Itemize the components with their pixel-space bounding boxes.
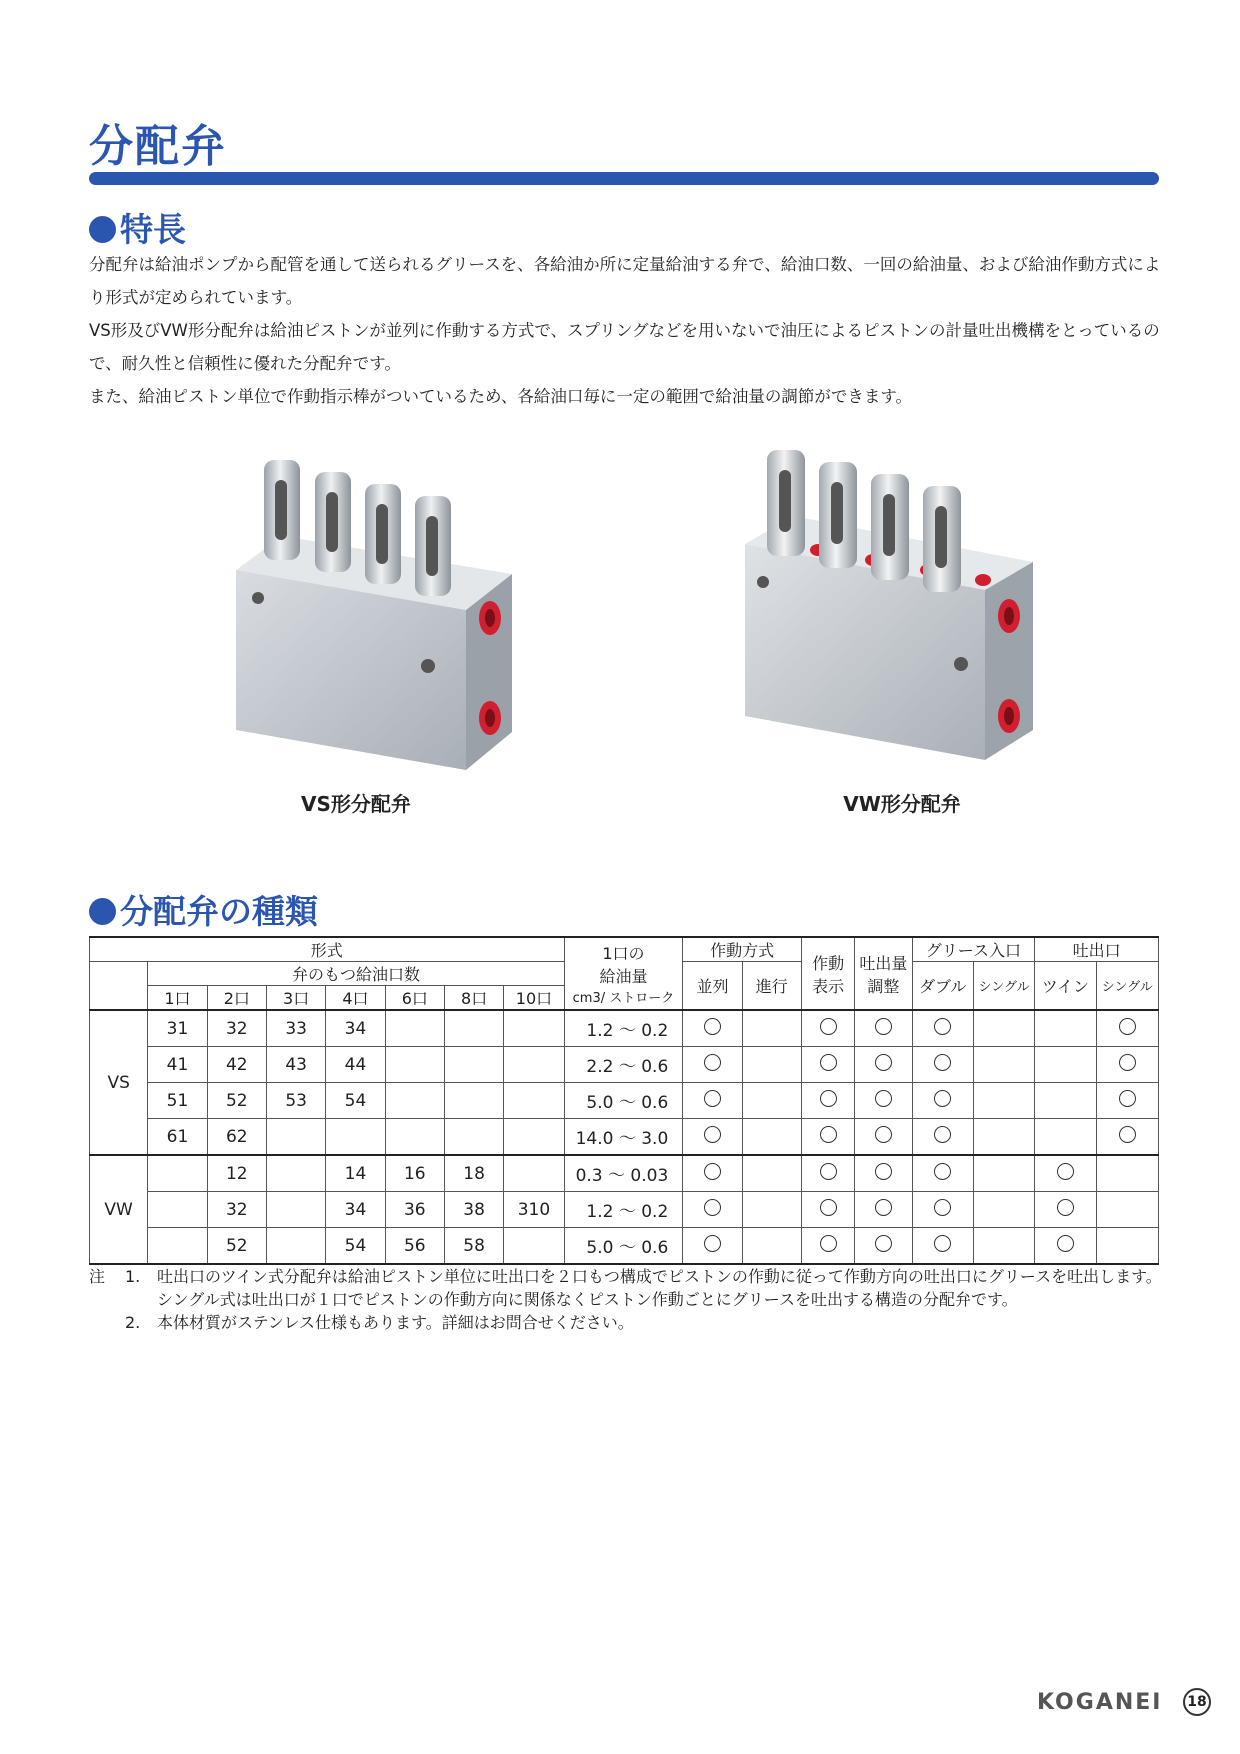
adjust-line1: 吐出量 — [859, 953, 908, 973]
mark-cell-single-in — [973, 1047, 1034, 1083]
indicator-header — [801, 937, 854, 1010]
port-model-cell: 34 — [326, 1010, 385, 1047]
mark-cell-indicator — [801, 1155, 854, 1192]
port-model-cell — [504, 1228, 564, 1265]
operation-header: 作動方式 — [683, 937, 802, 962]
flow-cell: 0.3 ～ 0.03 — [564, 1155, 683, 1192]
note-item — [89, 1265, 1164, 1311]
circle-mark-icon — [875, 1054, 892, 1071]
table-row — [90, 1047, 1159, 1083]
port-model-cell — [266, 1228, 325, 1265]
bullet-icon — [89, 216, 116, 243]
mark-cell-single-out — [1096, 1192, 1158, 1228]
adjust-header — [855, 937, 912, 1010]
table-row — [90, 1192, 1159, 1228]
mark-cell-single-in — [973, 1155, 1034, 1192]
features-heading-text: 特長 — [120, 210, 186, 249]
port-model-cell: 54 — [326, 1083, 385, 1119]
circle-mark-icon — [875, 1163, 892, 1180]
vw-caption: VW形分配弁 — [843, 792, 961, 816]
port-model-cell — [266, 1155, 325, 1192]
circle-mark-icon — [875, 1235, 892, 1252]
port-model-cell — [444, 1010, 503, 1047]
mark-cell-indicator — [801, 1047, 854, 1083]
table-row — [90, 1010, 1159, 1047]
mark-cell-progressive — [742, 1155, 801, 1192]
note-number: 2. — [125, 1313, 141, 1332]
mark-cell-indicator — [801, 1119, 854, 1156]
flow-unit: cm3/ ストローク — [572, 991, 675, 1006]
port-model-cell — [148, 1155, 207, 1192]
mark-cell-single-out — [1096, 1228, 1158, 1265]
port-model-cell: 14 — [326, 1155, 385, 1192]
port-model-cell: 52 — [207, 1083, 266, 1119]
ports-header: 弁のもつ給油口数 — [148, 962, 564, 986]
port-count-header: 3口 — [266, 986, 325, 1011]
flow-cell: 1.2 ～ 0.2 — [564, 1192, 683, 1228]
circle-mark-icon — [1119, 1054, 1136, 1071]
circle-mark-icon — [875, 1018, 892, 1035]
port-model-cell — [266, 1192, 325, 1228]
port-model-cell: 58 — [444, 1228, 503, 1265]
mark-cell-parallel — [683, 1083, 742, 1119]
note-number: 1. — [125, 1267, 141, 1286]
mark-cell-double — [912, 1047, 973, 1083]
grease-inlet-header: グリース入口 — [912, 937, 1035, 962]
port-model-cell: 43 — [266, 1047, 325, 1083]
port-model-cell — [385, 1083, 444, 1119]
port-model-cell — [148, 1228, 207, 1265]
note-item — [89, 1311, 1164, 1334]
mark-cell-twin — [1035, 1083, 1096, 1119]
mark-cell-parallel — [683, 1119, 742, 1156]
mark-cell-adjust — [855, 1155, 912, 1192]
port-model-cell: 53 — [266, 1083, 325, 1119]
port-model-cell: 32 — [207, 1192, 266, 1228]
circle-mark-icon — [820, 1090, 837, 1107]
mark-cell-parallel — [683, 1010, 742, 1047]
group-name: VW — [90, 1155, 148, 1264]
circle-mark-icon — [934, 1054, 951, 1071]
features-paragraph: 分配弁は給油ポンプから配管を通して送られるグリースを、各給油か所に定量給油する弁で、給油口数、一回の給油量、および給油作動方式により形式が定められています。 — [89, 255, 1161, 307]
port-count-header: 1口 — [148, 986, 207, 1011]
circle-mark-icon — [820, 1054, 837, 1071]
mark-cell-twin — [1035, 1047, 1096, 1083]
mark-cell-twin — [1035, 1155, 1096, 1192]
port-model-cell — [326, 1119, 385, 1156]
mark-cell-parallel — [683, 1192, 742, 1228]
mark-cell-indicator — [801, 1192, 854, 1228]
mark-cell-twin — [1035, 1010, 1096, 1047]
circle-mark-icon — [704, 1163, 721, 1180]
port-model-cell — [504, 1155, 564, 1192]
mark-cell-progressive — [742, 1083, 801, 1119]
single-out-header: シングル — [1096, 962, 1158, 1011]
circle-mark-icon — [820, 1235, 837, 1252]
circle-mark-icon — [704, 1126, 721, 1143]
flow-cell: 14.0 ～ 3.0 — [564, 1119, 683, 1156]
port-model-cell — [385, 1047, 444, 1083]
port-model-cell: 32 — [207, 1010, 266, 1047]
mark-cell-parallel — [683, 1047, 742, 1083]
port-model-cell: 52 — [207, 1228, 266, 1265]
adjust-line2: 調整 — [867, 976, 900, 996]
port-model-cell — [385, 1119, 444, 1156]
mark-cell-progressive — [742, 1228, 801, 1265]
double-header: ダブル — [912, 962, 973, 1011]
circle-mark-icon — [1057, 1235, 1074, 1252]
port-model-cell: 36 — [385, 1192, 444, 1228]
mark-cell-indicator — [801, 1228, 854, 1265]
mark-cell-single-in — [973, 1010, 1034, 1047]
circle-mark-icon — [1057, 1163, 1074, 1180]
vw-product-image — [733, 440, 1063, 780]
circle-mark-icon — [875, 1126, 892, 1143]
flow-header-line1: 1口の — [602, 944, 645, 963]
port-model-cell: 310 — [504, 1192, 564, 1228]
mark-cell-double — [912, 1192, 973, 1228]
flow-header-line2: 給油量 — [599, 967, 648, 986]
notes-label: 注 — [89, 1267, 106, 1286]
port-model-cell: 16 — [385, 1155, 444, 1192]
mark-cell-single-in — [973, 1119, 1034, 1156]
mark-cell-single-out — [1096, 1047, 1158, 1083]
port-model-cell: 56 — [385, 1228, 444, 1265]
mark-cell-single-in — [973, 1228, 1034, 1265]
port-model-cell: 42 — [207, 1047, 266, 1083]
circle-mark-icon — [934, 1235, 951, 1252]
port-model-cell: 33 — [266, 1010, 325, 1047]
mark-cell-progressive — [742, 1010, 801, 1047]
mark-cell-indicator — [801, 1083, 854, 1119]
port-model-cell: 44 — [326, 1047, 385, 1083]
features-text — [89, 248, 1169, 413]
port-count-header: 10口 — [504, 986, 564, 1011]
circle-mark-icon — [934, 1163, 951, 1180]
mark-cell-twin — [1035, 1192, 1096, 1228]
port-model-cell — [444, 1119, 503, 1156]
mark-cell-double — [912, 1010, 973, 1047]
port-count-header: 4口 — [326, 986, 385, 1011]
mark-cell-single-out — [1096, 1083, 1158, 1119]
types-table-body — [90, 1010, 1159, 1264]
port-model-cell: 38 — [444, 1192, 503, 1228]
notes — [89, 1265, 1164, 1334]
note-text: 本体材質がステンレス仕様もあります。詳細はお問合せください。 — [157, 1313, 634, 1332]
parallel-header: 並列 — [683, 962, 742, 1011]
mark-cell-parallel — [683, 1155, 742, 1192]
page-title: 分配弁 — [89, 121, 227, 172]
port-count-header: 6口 — [385, 986, 444, 1011]
mark-cell-single-out — [1096, 1010, 1158, 1047]
port-model-cell: 54 — [326, 1228, 385, 1265]
indicator-line2: 表示 — [812, 976, 845, 996]
flow-cell: 2.2 ～ 0.6 — [564, 1047, 683, 1083]
group-col-header — [90, 962, 148, 1011]
mark-cell-progressive — [742, 1119, 801, 1156]
features-heading — [89, 204, 186, 251]
circle-mark-icon — [820, 1199, 837, 1216]
mark-cell-twin — [1035, 1119, 1096, 1156]
flow-cell: 1.2 ～ 0.2 — [564, 1010, 683, 1047]
bullet-icon — [89, 898, 116, 925]
port-model-cell — [504, 1083, 564, 1119]
port-model-cell: 62 — [207, 1119, 266, 1156]
port-model-cell — [444, 1083, 503, 1119]
mark-cell-adjust — [855, 1010, 912, 1047]
mark-cell-parallel — [683, 1228, 742, 1265]
port-model-cell: 18 — [444, 1155, 503, 1192]
circle-mark-icon — [704, 1090, 721, 1107]
mark-cell-adjust — [855, 1047, 912, 1083]
model-header: 形式 — [90, 937, 565, 962]
port-model-cell: 31 — [148, 1010, 207, 1047]
circle-mark-icon — [704, 1199, 721, 1216]
port-model-cell: 61 — [148, 1119, 207, 1156]
mark-cell-double — [912, 1083, 973, 1119]
circle-mark-icon — [934, 1199, 951, 1216]
port-count-header: 8口 — [444, 986, 503, 1011]
port-model-cell — [148, 1192, 207, 1228]
mark-cell-single-out — [1096, 1119, 1158, 1156]
circle-mark-icon — [1119, 1018, 1136, 1035]
table-row — [90, 1083, 1159, 1119]
circle-mark-icon — [704, 1235, 721, 1252]
circle-mark-icon — [820, 1018, 837, 1035]
circle-mark-icon — [934, 1126, 951, 1143]
port-model-cell: 51 — [148, 1083, 207, 1119]
progressive-header: 進行 — [742, 962, 801, 1011]
circle-mark-icon — [1119, 1090, 1136, 1107]
flow-cell: 5.0 ～ 0.6 — [564, 1083, 683, 1119]
mark-cell-single-in — [973, 1192, 1034, 1228]
circle-mark-icon — [934, 1090, 951, 1107]
outlet-header: 吐出口 — [1035, 937, 1159, 962]
types-heading — [89, 886, 318, 933]
mark-cell-double — [912, 1119, 973, 1156]
port-count-header: 2口 — [207, 986, 266, 1011]
port-model-cell — [504, 1047, 564, 1083]
twin-header: ツイン — [1035, 962, 1096, 1011]
flow-cell: 5.0 ～ 0.6 — [564, 1228, 683, 1265]
mark-cell-adjust — [855, 1228, 912, 1265]
table-row — [90, 1228, 1159, 1265]
circle-mark-icon — [820, 1163, 837, 1180]
mark-cell-double — [912, 1155, 973, 1192]
mark-cell-progressive — [742, 1192, 801, 1228]
features-paragraph: また、給油ピストン単位で作動指示棒がついているため、各給油口毎に一定の範囲で給油量の調節ができます。 — [89, 387, 913, 406]
circle-mark-icon — [875, 1199, 892, 1216]
types-heading-text: 分配弁の種類 — [120, 892, 318, 931]
circle-mark-icon — [704, 1018, 721, 1035]
features-paragraph: VS形及びVW形分配弁は給油ピストンが並列に作動する方式で、スプリングなどを用いないで油圧によるピストンの計量吐出機構をとっているので、耐久性と信頼性に優れた分配弁です。 — [89, 321, 1160, 373]
circle-mark-icon — [704, 1054, 721, 1071]
mark-cell-adjust — [855, 1083, 912, 1119]
circle-mark-icon — [1057, 1199, 1074, 1216]
circle-mark-icon — [820, 1126, 837, 1143]
table-row — [90, 1119, 1159, 1156]
group-name: VS — [90, 1010, 148, 1155]
vs-product-image — [222, 440, 552, 780]
port-model-cell — [504, 1010, 564, 1047]
mark-cell-progressive — [742, 1047, 801, 1083]
circle-mark-icon — [934, 1018, 951, 1035]
flow-header — [564, 937, 683, 1010]
port-model-cell — [266, 1119, 325, 1156]
single-in-header: シングル — [973, 962, 1034, 1011]
circle-mark-icon — [1119, 1126, 1136, 1143]
vs-caption: VS形分配弁 — [301, 792, 411, 816]
types-table — [89, 936, 1159, 1265]
port-model-cell — [444, 1047, 503, 1083]
port-model-cell: 41 — [148, 1047, 207, 1083]
mark-cell-double — [912, 1228, 973, 1265]
mark-cell-adjust — [855, 1119, 912, 1156]
circle-mark-icon — [875, 1090, 892, 1107]
brand-logo: KOGANEI — [1037, 1690, 1163, 1715]
table-row — [90, 1155, 1159, 1192]
mark-cell-single-in — [973, 1083, 1034, 1119]
port-model-cell — [385, 1010, 444, 1047]
mark-cell-single-out — [1096, 1155, 1158, 1192]
port-model-cell: 34 — [326, 1192, 385, 1228]
note-text: 吐出口のツイン式分配弁は給油ピストン単位に吐出口を２口もつ構成でピストンの作動に従って作動方向の吐出口にグリースを吐出します。シングル式は吐出口が１口でピストンの作動方向に関係なくピストン作動ごとにグリースを吐出する構造の分配弁です。 — [157, 1267, 1162, 1309]
mark-cell-twin — [1035, 1228, 1096, 1265]
title-bar — [89, 172, 1159, 185]
mark-cell-adjust — [855, 1192, 912, 1228]
port-model-cell — [504, 1119, 564, 1156]
indicator-line1: 作動 — [812, 953, 845, 973]
port-model-cell: 12 — [207, 1155, 266, 1192]
page-number: 18 — [1183, 1688, 1211, 1716]
mark-cell-indicator — [801, 1010, 854, 1047]
